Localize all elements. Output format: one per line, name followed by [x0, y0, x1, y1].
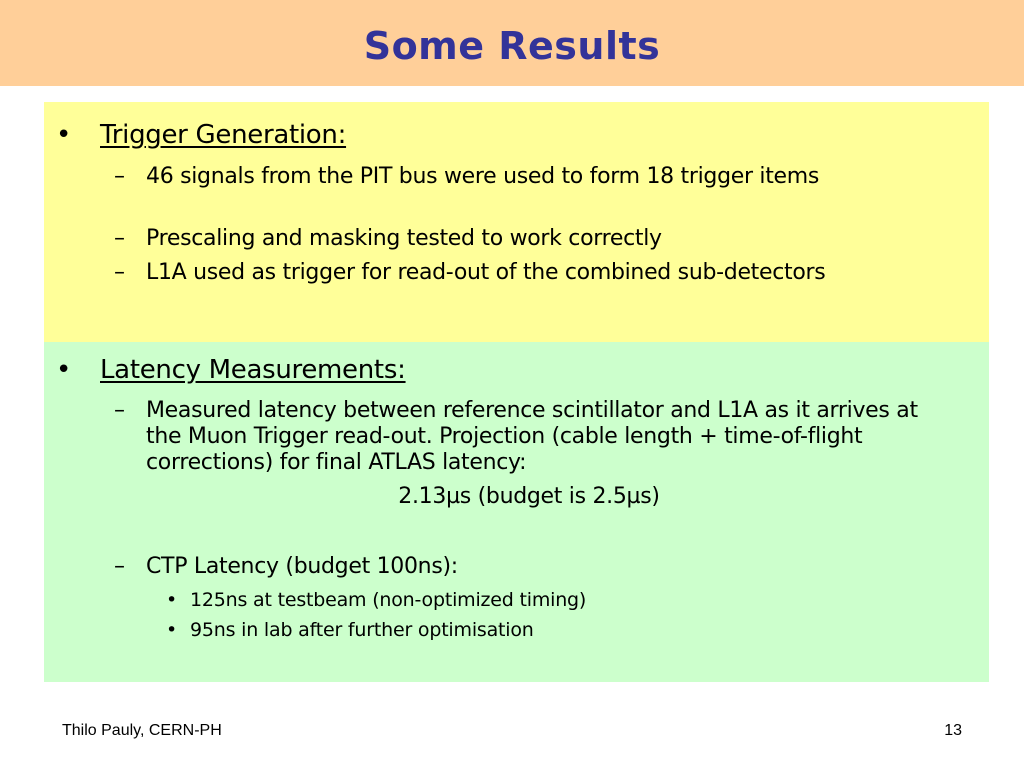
- latency-result: 2.13µs (budget is 2.5µs): [398, 484, 660, 509]
- sub-list-item-text: 125ns at testbeam (non-optimized timing): [190, 589, 587, 611]
- dot-icon: •: [166, 589, 178, 611]
- dash-icon: –: [114, 398, 125, 423]
- heading-text: Latency Measurements:: [100, 355, 406, 385]
- dash-icon: –: [114, 164, 125, 189]
- sub-list-item-text: 95ns in lab after further optimisation: [190, 619, 534, 641]
- bullet-icon: •: [56, 355, 72, 385]
- list-item-text: Prescaling and masking tested to work correctly: [146, 226, 662, 251]
- page-number: 13: [944, 722, 962, 739]
- dash-icon: –: [114, 260, 125, 285]
- list-item-text: Measured latency between reference scintillator and L1A as it arrives at the Muon Trigger read-out. Projection (cable length + time-of-flight corrections) for final ATLAS latency:: [146, 398, 918, 475]
- list-item-text: CTP Latency (budget 100ns):: [146, 554, 458, 579]
- list-item-text: 46 signals from the PIT bus were used to form 18 trigger items: [146, 164, 820, 189]
- heading-text: Trigger Generation:: [100, 120, 347, 150]
- dash-icon: –: [114, 226, 125, 251]
- slide-title: Some Results: [363, 24, 661, 68]
- bullet-icon: •: [56, 120, 72, 150]
- dot-icon: •: [166, 619, 178, 641]
- list-item-text: L1A used as trigger for read-out of the combined sub-detectors: [146, 260, 826, 285]
- footer-author: Thilo Pauly, CERN-PH: [62, 722, 222, 739]
- dash-icon: –: [114, 554, 125, 579]
